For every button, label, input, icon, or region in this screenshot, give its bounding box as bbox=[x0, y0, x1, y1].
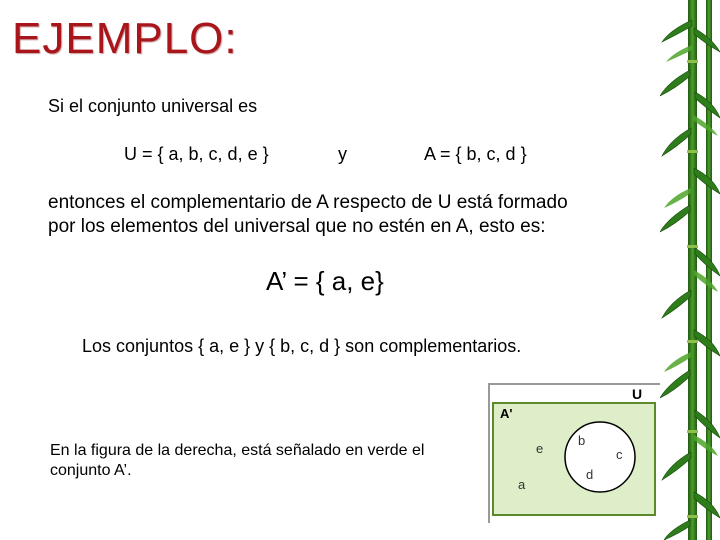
figure-note-line-1: En la figura de la derecha, está señalado en verde el bbox=[50, 442, 425, 459]
element-c: c bbox=[616, 447, 623, 462]
element-e: e bbox=[536, 441, 544, 456]
complementary-statement: Los conjuntos { a, e } y { b, c, d } son complementarios. bbox=[82, 336, 522, 356]
conjunction-y: y bbox=[338, 144, 347, 164]
slide-title: EJEMPLO: bbox=[12, 14, 238, 63]
intro-text: Si el conjunto universal es bbox=[48, 96, 258, 116]
set-a-circle bbox=[565, 422, 635, 492]
explanation-line-2: por los elementos del universal que no estén en A, esto es: bbox=[48, 216, 546, 237]
universe-label: U bbox=[632, 386, 643, 402]
venn-diagram bbox=[488, 383, 662, 523]
element-b: b bbox=[578, 433, 586, 448]
bamboo-border bbox=[660, 0, 720, 540]
explanation-line-1: entonces el complementario de A respecto de U está formado bbox=[48, 192, 568, 213]
complement-label: A' bbox=[500, 406, 513, 421]
element-a: a bbox=[518, 477, 526, 492]
figure-note-line-2: conjunto A’. bbox=[50, 462, 132, 479]
universal-set: U = { a, b, c, d, e } bbox=[124, 144, 269, 164]
complement-result: A’ = { a, e} bbox=[266, 266, 384, 296]
element-d: d bbox=[586, 467, 594, 482]
set-a: A = { b, c, d } bbox=[424, 144, 527, 164]
